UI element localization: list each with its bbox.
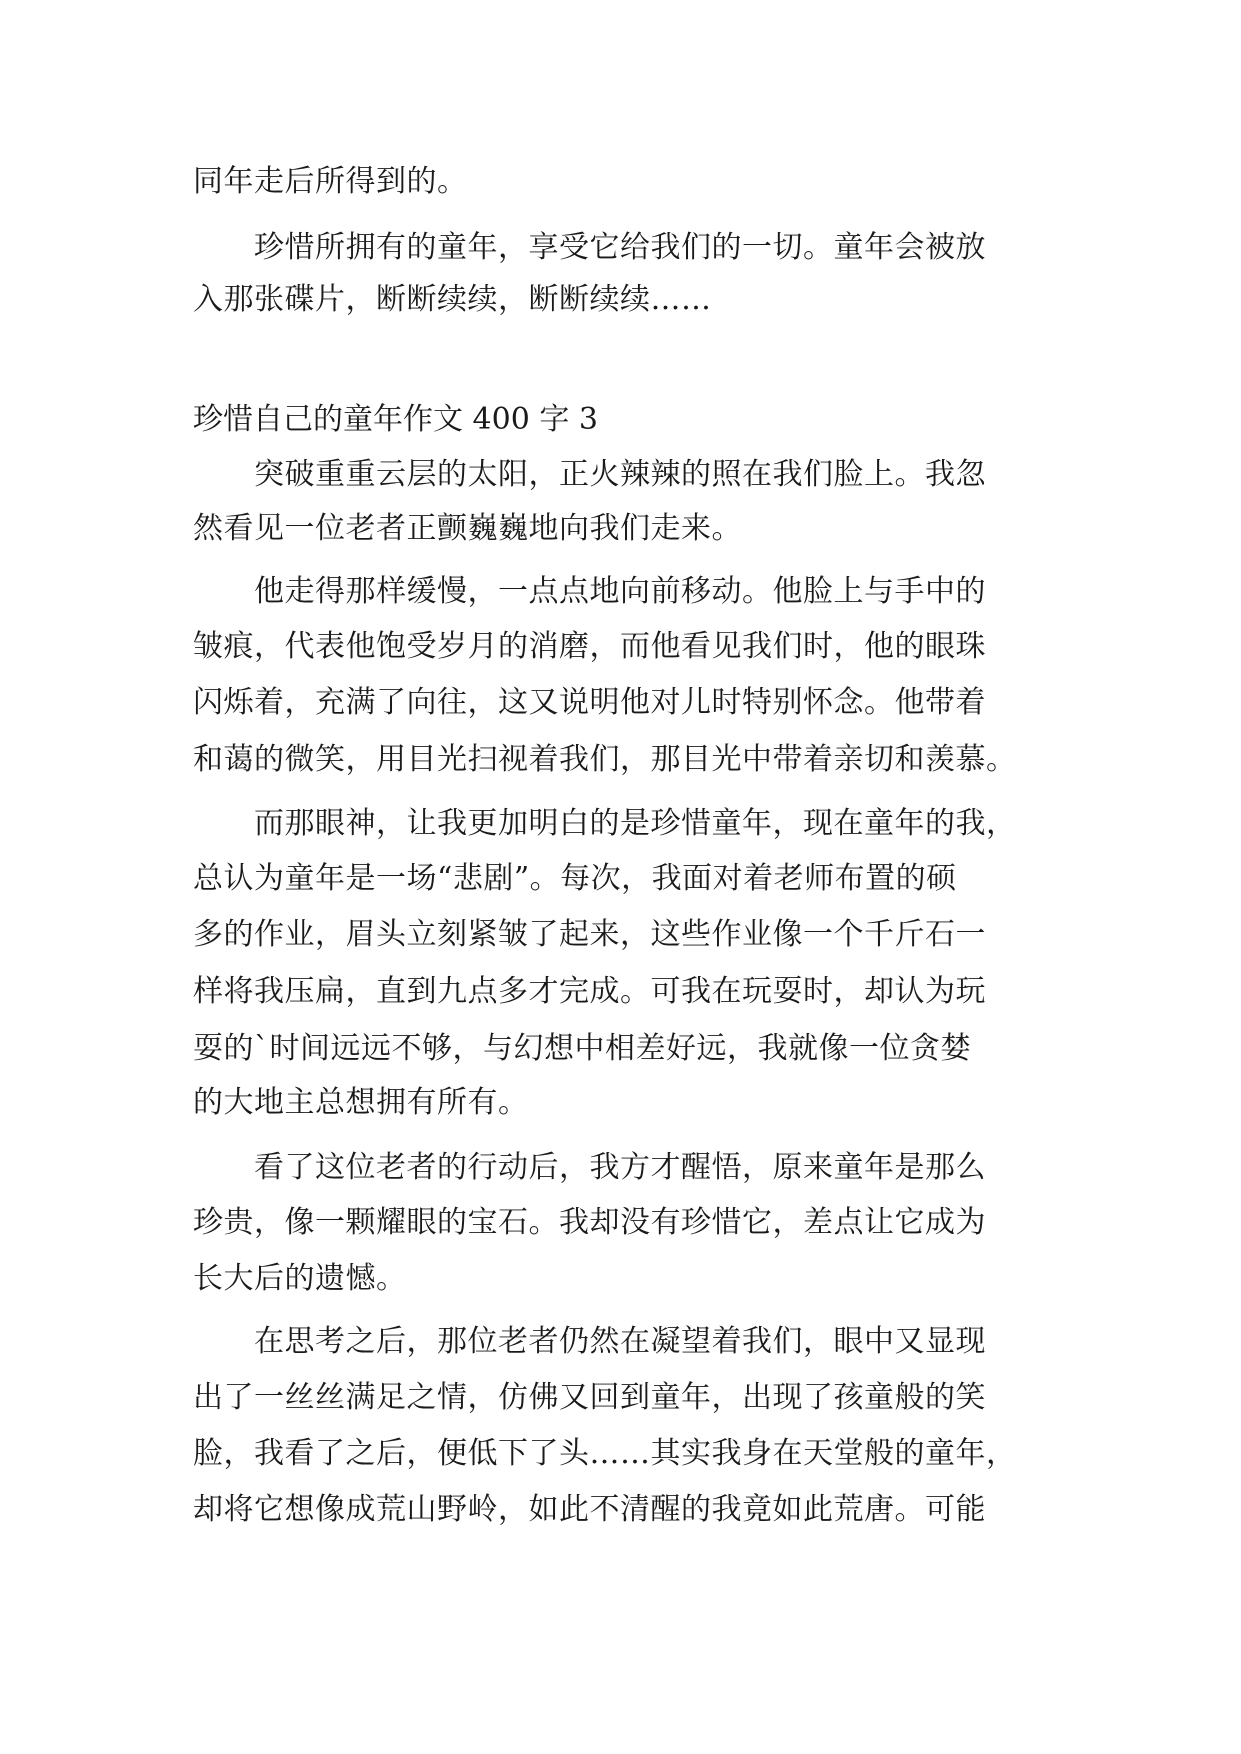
text-line: 珍贵，像一颗耀眼的宝石。我却没有珍惜它，差点让它成为 xyxy=(193,1205,986,1240)
text-line: 的大地主总想拥有所有。 xyxy=(193,1085,529,1120)
text-line: 耍的`时间远远不够，与幻想中相差好远，我就像一位贪婪 xyxy=(193,1031,971,1066)
paragraph-line: 看了这位老者的行动后，我方才醒悟，原来童年是那么 xyxy=(193,1150,986,1185)
text-line: 总认为童年是一场“悲剧”。每次，我面对着老师布置的硕 xyxy=(193,861,957,896)
paragraph-line: 珍惜所拥有的童年，享受它给我们的一切。童年会被放 xyxy=(193,230,986,265)
text-line: 长大后的遗憾。 xyxy=(193,1261,407,1296)
text-line: 脸，我看了之后，便低下了头……其实我身在天堂般的童年， xyxy=(193,1436,1017,1471)
text-line: 闪烁着，充满了向往，这又说明他对儿时特别怀念。他带着 xyxy=(193,685,986,720)
text-line: 出了一丝丝满足之情，仿佛又回到童年，出现了孩童般的笑 xyxy=(193,1380,986,1415)
paragraph-line: 在思考之后，那位老者仍然在凝望着我们，眼中又显现 xyxy=(193,1324,986,1359)
paragraph-line: 他走得那样缓慢，一点点地向前移动。他脸上与手中的 xyxy=(193,574,986,609)
text-line: 和蔼的微笑，用目光扫视着我们，那目光中带着亲切和羡慕。 xyxy=(193,742,1017,777)
text-line: 却将它想像成荒山野岭，如此不清醒的我竟如此荒唐。可能 xyxy=(193,1492,986,1527)
section-heading: 珍惜自己的童年作文 400 字 3 xyxy=(193,402,598,437)
paragraph-line: 而那眼神，让我更加明白的是珍惜童年，现在童年的我， xyxy=(193,806,1017,841)
text-line: 样将我压扁，直到九点多才完成。可我在玩耍时，却认为玩 xyxy=(193,974,986,1009)
text-line: 皱痕，代表他饱受岁月的消磨，而他看见我们时，他的眼珠 xyxy=(193,629,986,664)
text-line: 入那张碟片，断断续续，断断续续…… xyxy=(193,282,712,317)
paragraph-line: 突破重重云层的太阳，正火辣辣的照在我们脸上。我忽 xyxy=(193,457,986,492)
text-line: 多的作业，眉头立刻紧皱了起来，这些作业像一个千斤石一 xyxy=(193,917,986,952)
text-line: 同年走后所得到的。 xyxy=(193,164,468,199)
text-line: 然看见一位老者正颤巍巍地向我们走来。 xyxy=(193,511,742,546)
